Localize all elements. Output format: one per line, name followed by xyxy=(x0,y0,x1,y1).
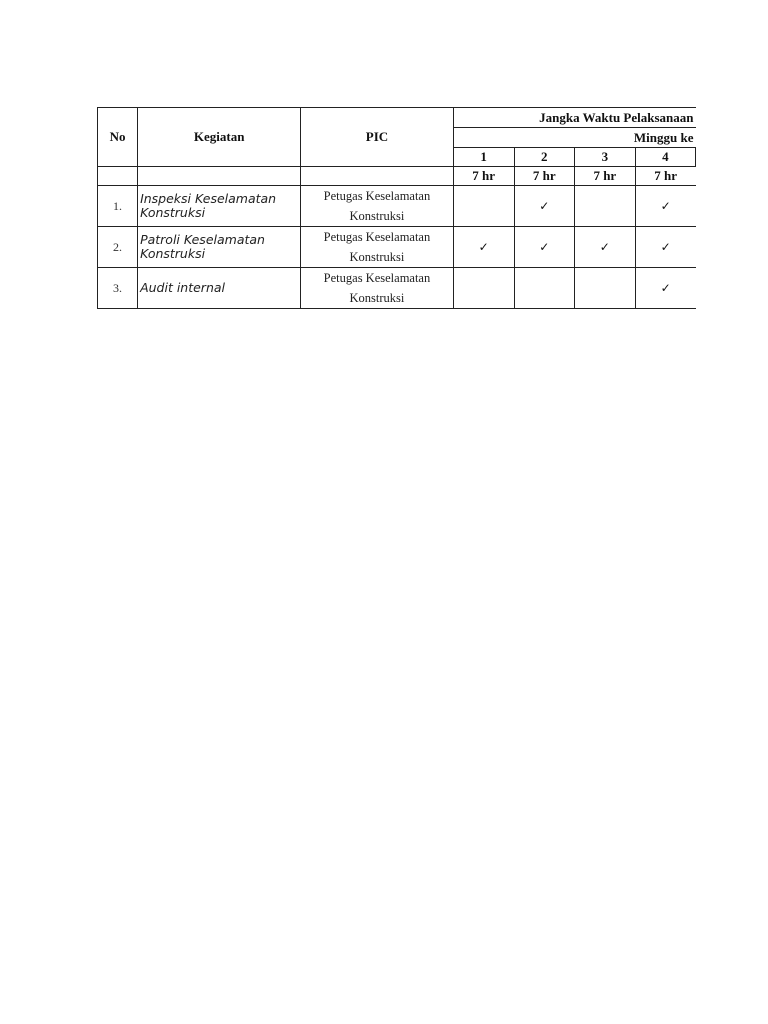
pic-cell xyxy=(301,186,453,227)
header-duration-4: 7 hr xyxy=(635,167,695,186)
checkmark-icon-week-1 xyxy=(453,268,514,309)
row-number: 1. xyxy=(98,186,138,227)
header-week-2: 2 xyxy=(514,148,574,167)
pic-line-1: Petugas Keselamatan xyxy=(323,230,431,244)
checkmark-icon-week-1: ✓ xyxy=(453,227,514,268)
table-row xyxy=(98,186,696,227)
pic-line-1: Petugas Keselamatan xyxy=(323,189,431,203)
row-number: 3. xyxy=(98,268,138,309)
activity-name: Inspeksi Keselamatan Konstruksi xyxy=(138,186,301,227)
row-number: 2. xyxy=(98,227,138,268)
pic-line-2: Konstruksi xyxy=(349,291,405,305)
header-no: No xyxy=(98,108,138,167)
header-week-3: 3 xyxy=(574,148,635,167)
empty-cell-no xyxy=(98,167,138,186)
checkmark-icon-week-2 xyxy=(514,268,574,309)
pic-cell xyxy=(301,268,453,309)
header-jangka-waktu: Jangka Waktu Pelaksanaan xyxy=(453,108,695,128)
checkmark-icon-week-2: ✓ xyxy=(514,227,574,268)
activity-name: Patroli Keselamatan Konstruksi xyxy=(138,227,301,268)
header-duration-2: 7 hr xyxy=(514,167,574,186)
header-minggu-ke: Minggu ke xyxy=(453,128,695,148)
pic-cell xyxy=(301,227,453,268)
checkmark-icon-week-3: ✓ xyxy=(574,227,635,268)
schedule-table xyxy=(97,107,696,309)
header-week-1: 1 xyxy=(453,148,514,167)
checkmark-icon-week-4: ✓ xyxy=(635,186,695,227)
table-row xyxy=(98,268,696,309)
checkmark-icon-week-1 xyxy=(453,186,514,227)
header-pic: PIC xyxy=(301,108,453,167)
checkmark-icon-week-4: ✓ xyxy=(635,268,695,309)
pic-line-2: Konstruksi xyxy=(349,250,405,264)
header-row-top xyxy=(98,108,696,128)
header-duration-1: 7 hr xyxy=(453,167,514,186)
checkmark-icon-week-3 xyxy=(574,268,635,309)
table-row xyxy=(98,227,696,268)
empty-cell-kegiatan xyxy=(138,167,301,186)
empty-cell-pic xyxy=(301,167,453,186)
pic-line-2: Konstruksi xyxy=(349,209,405,223)
header-week-4: 4 xyxy=(635,148,695,167)
activity-name: Audit internal xyxy=(138,268,301,309)
header-duration-3: 7 hr xyxy=(574,167,635,186)
checkmark-icon-week-4: ✓ xyxy=(635,227,695,268)
header-row-durations xyxy=(98,167,696,186)
header-kegiatan: Kegiatan xyxy=(138,108,301,167)
pic-line-1: Petugas Keselamatan xyxy=(323,271,431,285)
checkmark-icon-week-2: ✓ xyxy=(514,186,574,227)
checkmark-icon-week-3 xyxy=(574,186,635,227)
